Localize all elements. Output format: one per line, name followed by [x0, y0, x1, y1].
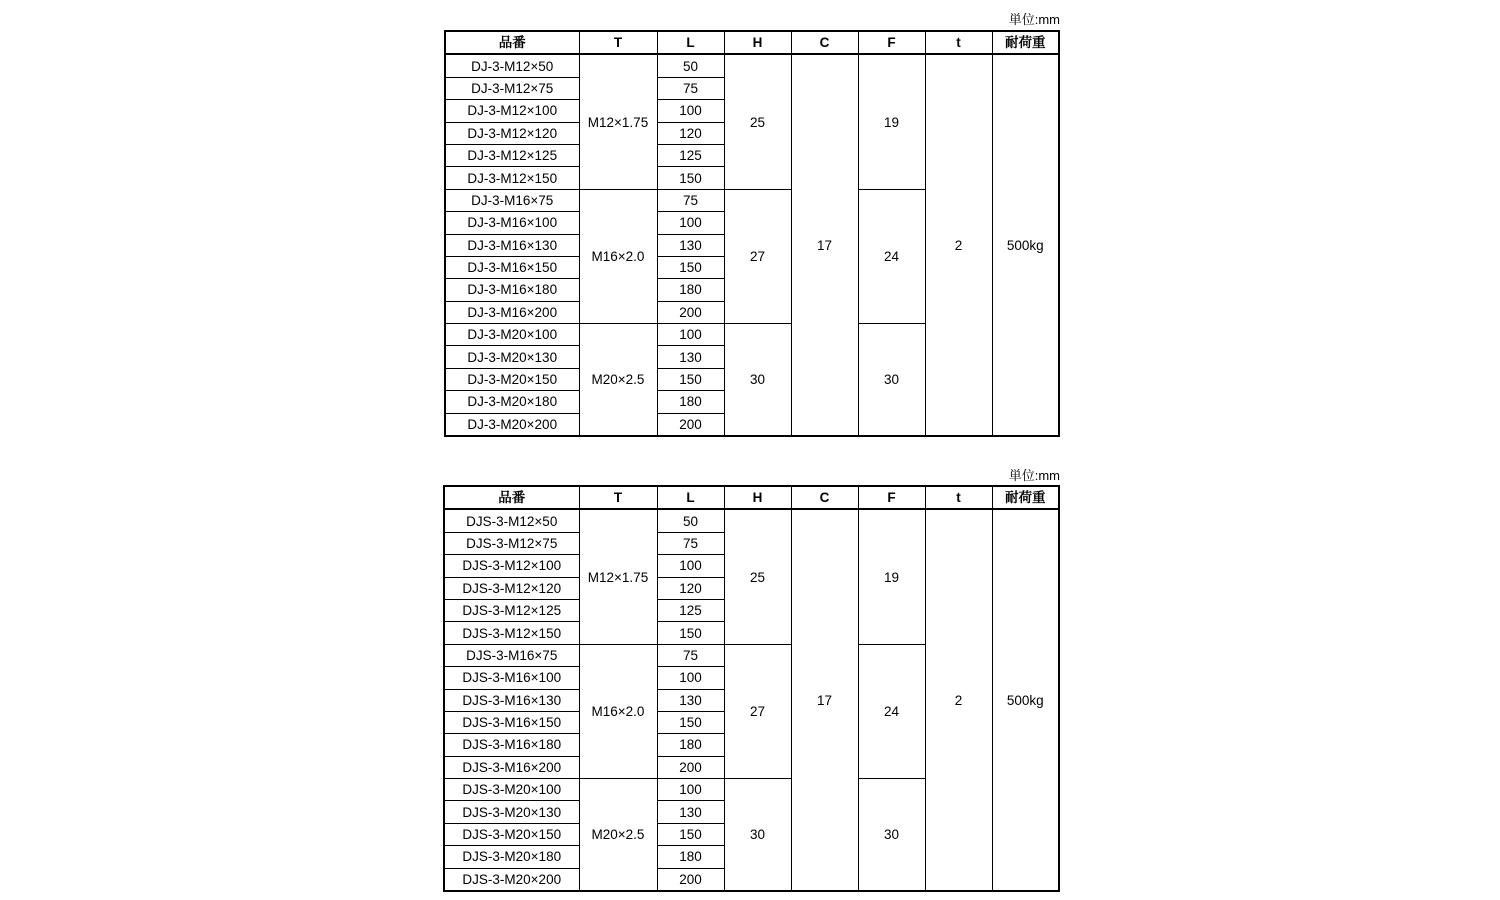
spec-table-dj — [444, 30, 1060, 437]
part-number-cell: DJS-3-M12×50 — [444, 509, 579, 532]
length-cell: 200 — [657, 756, 724, 778]
length-cell: 75 — [657, 77, 724, 99]
spec-table-djs — [443, 485, 1060, 892]
table-header-row — [444, 486, 1059, 509]
f-cell: 24 — [858, 644, 925, 778]
part-number-cell: DJS-3-M12×125 — [444, 599, 579, 621]
part-number-cell: DJ-3-M20×200 — [445, 413, 579, 436]
length-cell: 150 — [657, 622, 724, 644]
thickness-cell: 2 — [925, 54, 992, 436]
length-cell: 120 — [657, 122, 724, 144]
header-h: H — [724, 486, 791, 509]
length-cell: 150 — [657, 368, 724, 390]
length-cell: 150 — [657, 167, 724, 189]
length-cell: 130 — [657, 689, 724, 711]
c-cell: 17 — [791, 54, 858, 436]
length-cell: 100 — [657, 212, 724, 234]
header-f: F — [858, 31, 925, 54]
part-number-cell: DJ-3-M20×100 — [445, 324, 579, 346]
h-cell: 30 — [724, 324, 791, 436]
length-cell: 130 — [657, 801, 724, 823]
length-cell: 200 — [657, 301, 724, 323]
part-number-cell: DJ-3-M12×125 — [445, 144, 579, 166]
length-cell: 120 — [657, 577, 724, 599]
length-cell: 180 — [657, 391, 724, 413]
f-cell: 19 — [858, 54, 925, 189]
part-number-cell: DJ-3-M12×120 — [445, 122, 579, 144]
thread-size-cell: M12×1.75 — [579, 509, 657, 644]
h-cell: 30 — [724, 779, 791, 891]
h-cell: 25 — [724, 54, 791, 189]
header-part-number: 品番 — [444, 486, 579, 509]
header-t-thickness: t — [925, 486, 992, 509]
part-number-cell: DJS-3-M20×100 — [444, 779, 579, 801]
f-cell: 30 — [858, 324, 925, 436]
part-number-cell: DJS-3-M20×180 — [444, 846, 579, 868]
part-number-cell: DJS-3-M12×120 — [444, 577, 579, 599]
part-number-cell: DJ-3-M12×150 — [445, 167, 579, 189]
length-cell: 130 — [657, 346, 724, 368]
length-cell: 200 — [657, 413, 724, 436]
h-cell: 25 — [724, 509, 791, 644]
table-row — [445, 54, 1059, 77]
part-number-cell: DJ-3-M20×180 — [445, 391, 579, 413]
part-number-cell: DJS-3-M20×150 — [444, 823, 579, 845]
header-t-thread: T — [579, 486, 657, 509]
length-cell: 200 — [657, 868, 724, 891]
table-header-row — [445, 31, 1059, 54]
load-capacity-cell: 500kg — [992, 509, 1059, 891]
length-cell: 150 — [657, 711, 724, 733]
part-number-cell: DJS-3-M16×180 — [444, 734, 579, 756]
length-cell: 125 — [657, 599, 724, 621]
unit-label: 単位:mm — [1008, 468, 1060, 483]
f-cell: 24 — [858, 189, 925, 323]
part-number-cell: DJS-3-M16×75 — [444, 644, 579, 666]
h-cell: 27 — [724, 644, 791, 778]
thread-size-cell: M20×2.5 — [579, 324, 657, 436]
header-l-length: L — [657, 31, 724, 54]
length-cell: 150 — [657, 256, 724, 278]
part-number-cell: DJ-3-M16×180 — [445, 279, 579, 301]
length-cell: 100 — [657, 324, 724, 346]
header-load-capacity: 耐荷重 — [992, 486, 1059, 509]
part-number-cell: DJS-3-M16×100 — [444, 667, 579, 689]
length-cell: 100 — [657, 555, 724, 577]
header-c: C — [791, 486, 858, 509]
part-number-cell: DJ-3-M16×130 — [445, 234, 579, 256]
length-cell: 100 — [657, 667, 724, 689]
part-number-cell: DJ-3-M12×75 — [445, 77, 579, 99]
header-t-thickness: t — [925, 31, 992, 54]
part-number-cell: DJ-3-M20×150 — [445, 368, 579, 390]
h-cell: 27 — [724, 189, 791, 323]
length-cell: 100 — [657, 100, 724, 122]
part-number-cell: DJS-3-M12×100 — [444, 555, 579, 577]
header-l-length: L — [657, 486, 724, 509]
length-cell: 180 — [657, 846, 724, 868]
length-cell: 50 — [657, 509, 724, 532]
length-cell: 75 — [657, 644, 724, 666]
part-number-cell: DJS-3-M16×150 — [444, 711, 579, 733]
part-number-cell: DJ-3-M20×130 — [445, 346, 579, 368]
part-number-cell: DJS-3-M12×150 — [444, 622, 579, 644]
part-number-cell: DJ-3-M12×100 — [445, 100, 579, 122]
thread-size-cell: M12×1.75 — [579, 54, 657, 189]
part-number-cell: DJS-3-M16×130 — [444, 689, 579, 711]
header-load-capacity: 耐荷重 — [992, 31, 1059, 54]
header-c: C — [791, 31, 858, 54]
length-cell: 150 — [657, 823, 724, 845]
part-number-cell: DJS-3-M20×200 — [444, 868, 579, 891]
part-number-cell: DJS-3-M20×130 — [444, 801, 579, 823]
length-cell: 180 — [657, 734, 724, 756]
thread-size-cell: M20×2.5 — [579, 779, 657, 891]
length-cell: 75 — [657, 189, 724, 211]
length-cell: 75 — [657, 532, 724, 554]
part-number-cell: DJ-3-M16×150 — [445, 256, 579, 278]
table-row — [444, 509, 1059, 532]
part-number-cell: DJS-3-M16×200 — [444, 756, 579, 778]
part-number-cell: DJ-3-M16×100 — [445, 212, 579, 234]
header-h: H — [724, 31, 791, 54]
header-t-thread: T — [579, 31, 657, 54]
part-number-cell: DJ-3-M16×75 — [445, 189, 579, 211]
header-f: F — [858, 486, 925, 509]
c-cell: 17 — [791, 509, 858, 891]
thread-size-cell: M16×2.0 — [579, 189, 657, 323]
thickness-cell: 2 — [925, 509, 992, 891]
unit-label: 単位:mm — [1008, 12, 1060, 27]
part-number-cell: DJ-3-M16×200 — [445, 301, 579, 323]
length-cell: 130 — [657, 234, 724, 256]
thread-size-cell: M16×2.0 — [579, 644, 657, 778]
length-cell: 100 — [657, 779, 724, 801]
part-number-cell: DJS-3-M12×75 — [444, 532, 579, 554]
part-number-cell: DJ-3-M12×50 — [445, 54, 579, 77]
f-cell: 30 — [858, 779, 925, 891]
f-cell: 19 — [858, 509, 925, 644]
length-cell: 180 — [657, 279, 724, 301]
load-capacity-cell: 500kg — [992, 54, 1059, 436]
length-cell: 50 — [657, 54, 724, 77]
length-cell: 125 — [657, 144, 724, 166]
header-part-number: 品番 — [445, 31, 579, 54]
